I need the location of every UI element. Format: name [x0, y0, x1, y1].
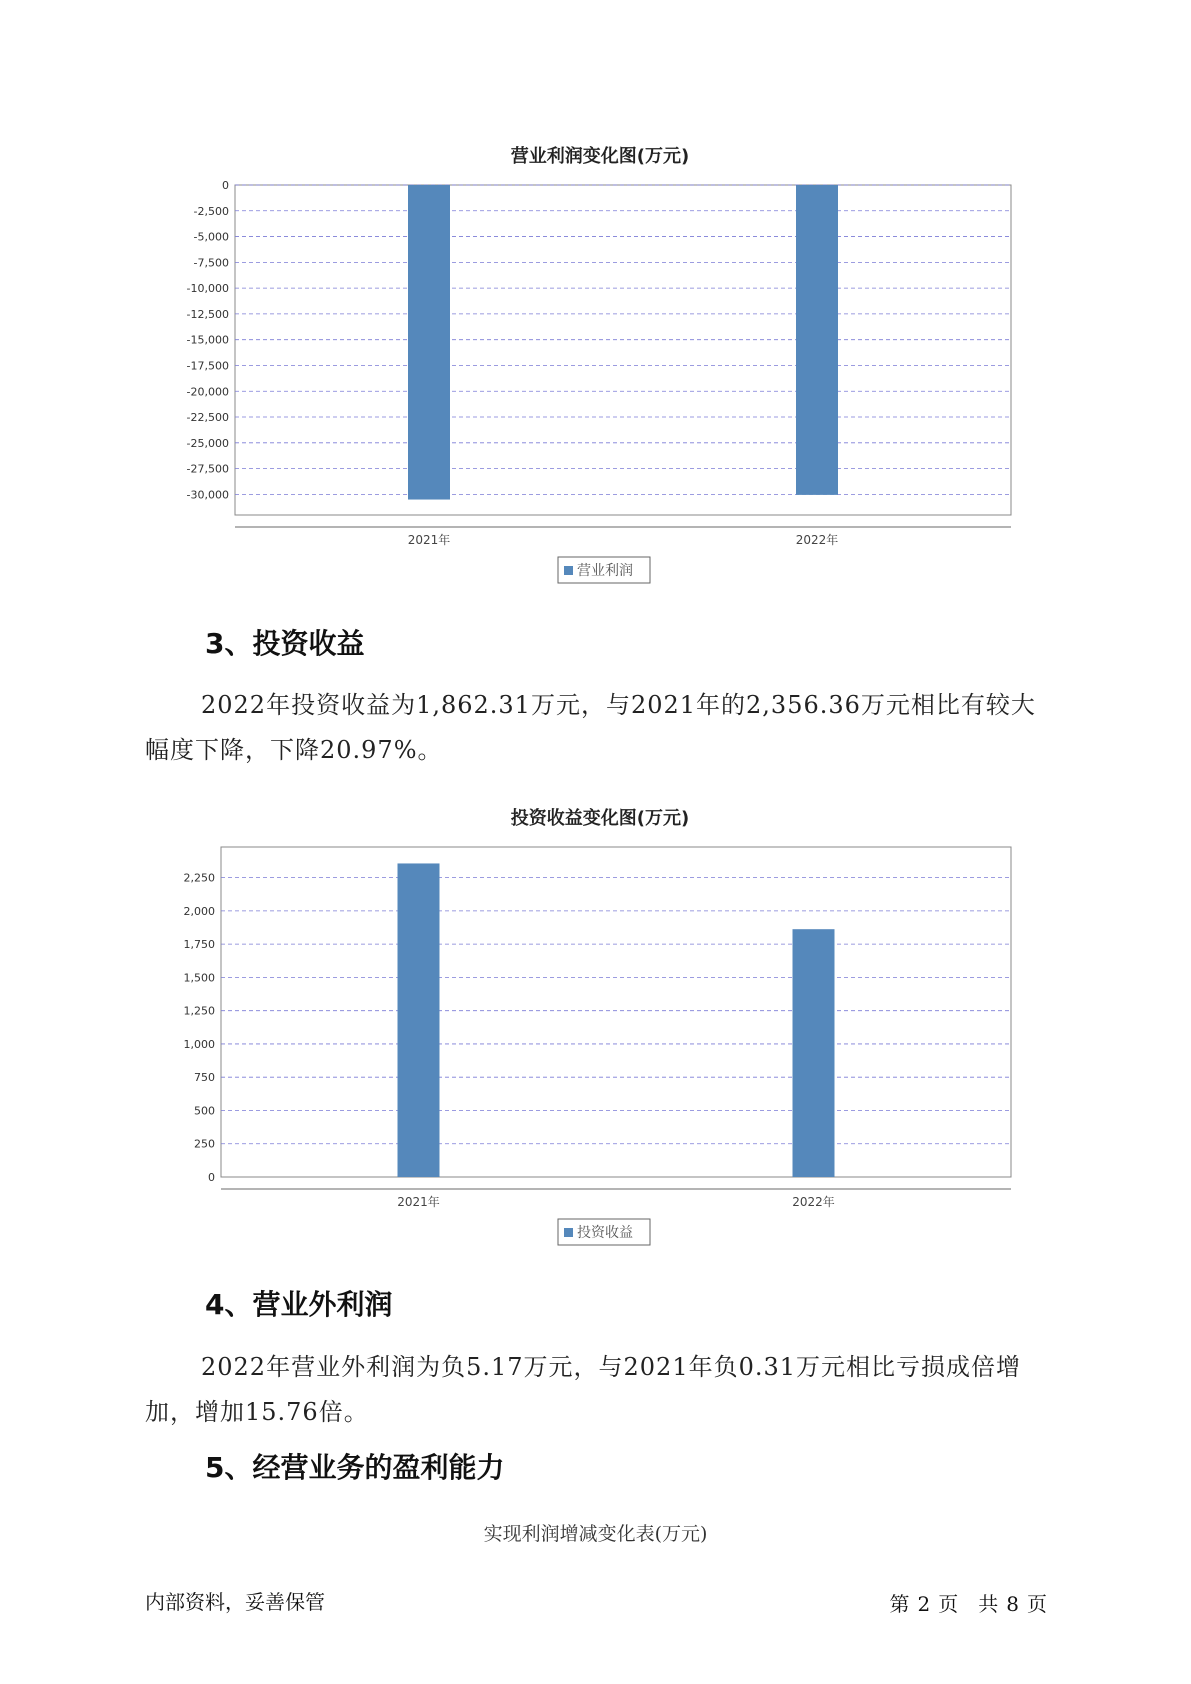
- opprofit-y-tick-label: -30,000: [186, 488, 229, 502]
- opprofit-y-tick-label: -25,000: [186, 436, 229, 450]
- section-3-heading: 3、投资收益: [205, 627, 365, 660]
- invest-title: 投资收益变化图(万元): [510, 808, 690, 829]
- operating-profit-chart-svg: [0, 130, 1191, 600]
- opprofit-x-tick-label: 2021年: [407, 533, 451, 547]
- opprofit-bar-1: [408, 185, 450, 500]
- operating-profit-chart: [0, 130, 1191, 600]
- invest-y-tick-label: 250: [194, 1137, 215, 1151]
- table-caption: 实现利润增减变化表(万元): [483, 1523, 708, 1545]
- footer-page-number: [886, 1588, 1051, 1617]
- invest-y-tick-label: 1,000: [183, 1037, 215, 1051]
- invest-x-tick-label: 2022年: [792, 1195, 835, 1209]
- invest-y-tick-label: 2,000: [183, 904, 215, 918]
- section-3-paragraph: 2022年投资收益为1,862.31万元，与2021年的2,356.36万元相比有较大幅度下降，下降20.97%。: [145, 691, 1036, 764]
- opprofit-y-tick-label: -10,000: [186, 282, 229, 296]
- footer-confidential-note: 内部资料，妥善保管: [145, 1590, 325, 1614]
- opprofit-bar-2: [796, 185, 838, 495]
- opprofit-plot-area: [235, 185, 1011, 515]
- opprofit-title: 营业利润变化图(万元): [510, 146, 690, 167]
- invest-x-tick-label: 2021年: [397, 1195, 440, 1209]
- invest-plot-area: [221, 847, 1011, 1177]
- opprofit-x-tick-label: 2022年: [795, 533, 839, 547]
- opprofit-y-tick-label: -17,500: [186, 359, 229, 373]
- opprofit-legend-label: 营业利润: [577, 563, 633, 579]
- invest-y-tick-label: 2,250: [183, 871, 215, 885]
- invest-legend-label: 投资收益: [577, 1225, 633, 1241]
- invest-legend-swatch: [564, 1228, 573, 1237]
- opprofit-y-tick-label: -7,500: [193, 256, 229, 270]
- opprofit-y-tick-label: -22,500: [186, 411, 229, 425]
- page-mid: 页 共: [938, 1592, 999, 1616]
- investment-income-chart-svg: [0, 792, 1191, 1262]
- invest-bar-2: [793, 929, 835, 1177]
- page-total: 8: [1006, 1592, 1019, 1616]
- invest-bar-1: [398, 863, 440, 1177]
- section-4-paragraph: 2022年营业外利润为负5.17万元，与2021年负0.31万元相比亏损成倍增加，增加15.76倍。: [145, 1353, 1022, 1426]
- opprofit-y-tick-label: -15,000: [186, 333, 229, 347]
- investment-income-chart: [0, 792, 1191, 1262]
- page-current: 2: [917, 1592, 931, 1616]
- opprofit-y-tick-label: -20,000: [186, 385, 229, 399]
- invest-y-tick-label: 1,750: [183, 938, 215, 952]
- opprofit-legend-swatch: [564, 566, 573, 575]
- invest-y-tick-label: 500: [194, 1104, 215, 1118]
- opprofit-y-tick-label: -12,500: [186, 307, 229, 321]
- page-prefix: 第: [889, 1592, 910, 1616]
- invest-y-tick-label: 0: [208, 1171, 215, 1184]
- section-4-heading: 4、营业外利润: [205, 1288, 393, 1321]
- opprofit-y-tick-label: -27,500: [186, 462, 229, 476]
- invest-y-tick-label: 750: [194, 1071, 215, 1085]
- page-suffix: 页: [1027, 1592, 1047, 1616]
- opprofit-y-tick-label: -5,000: [193, 230, 229, 244]
- section-5-heading: 5、经营业务的盈利能力: [205, 1451, 505, 1484]
- invest-y-tick-label: 1,250: [183, 1004, 215, 1018]
- invest-y-tick-label: 1,500: [183, 971, 215, 985]
- opprofit-y-tick-label: 0: [222, 179, 229, 192]
- opprofit-y-tick-label: -2,500: [193, 204, 229, 218]
